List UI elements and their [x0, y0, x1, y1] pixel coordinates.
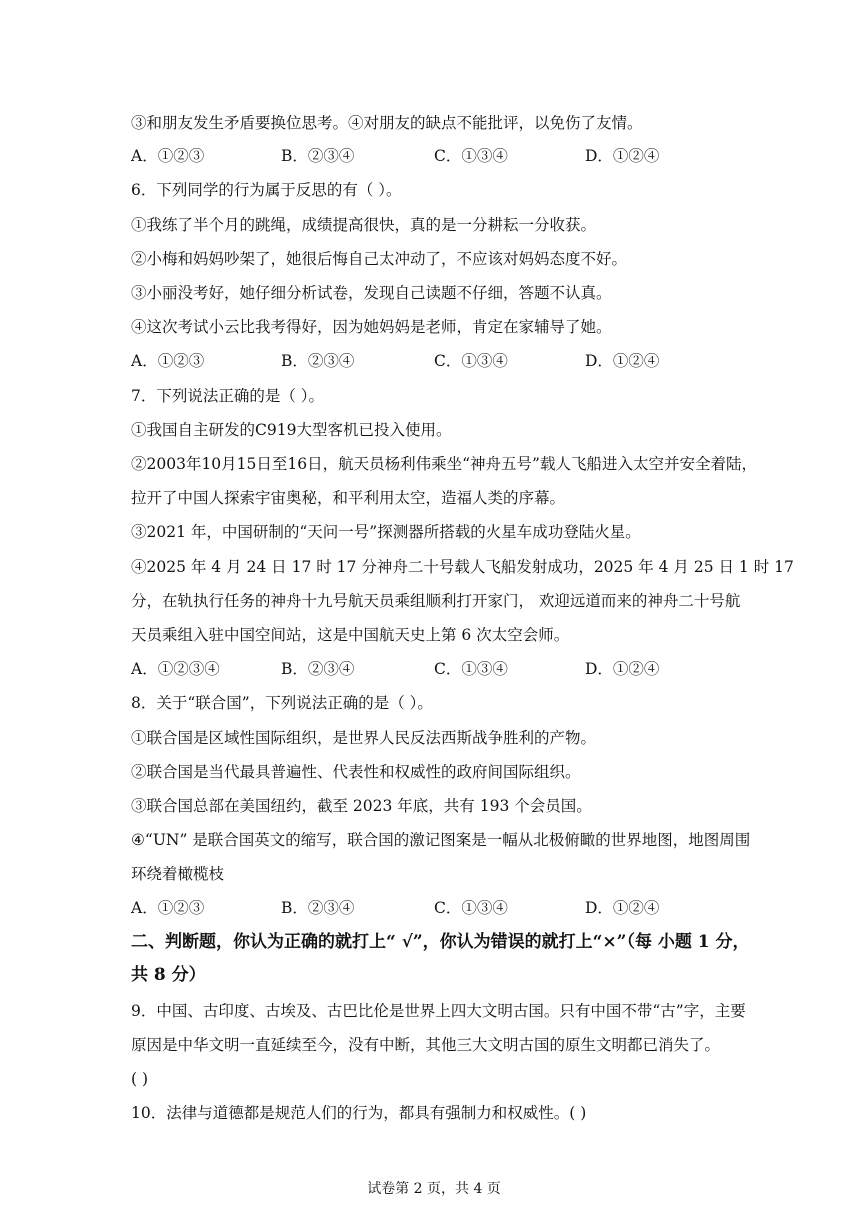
question-6-statement-3: ③小丽没考好，她仔细分析试卷，发现自己读题不仔细，答题不认真。 [131, 284, 612, 302]
section-2-heading-cont: 共 8 分） [131, 965, 206, 985]
question-7-statement-2-cont: 拉开了中国人探索宇宙奥秘，和平利用太空，造福人类的序幕。 [131, 489, 566, 507]
option-c: C．①③④ [434, 352, 508, 370]
question-6-statement-1: ①我练了半个月的跳绳，成绩提高很快，真的是一分耕耘一分收获。 [131, 216, 597, 234]
question-5-statements: ③和朋友发生矛盾要换位思考。④对朋友的缺点不能批评，以免伤了友情。 [131, 114, 643, 132]
option-b: B．②③④ [281, 899, 355, 917]
option-d: D．①②④ [585, 147, 660, 165]
option-a: A．①②③ [131, 352, 205, 370]
question-8-statement-4-cont: 环绕着橄榄枝 [131, 865, 225, 883]
question-6-statement-4: ④这次考试小云比我考得好，因为她妈妈是老师，肯定在家辅导了她。 [131, 318, 612, 336]
option-a: A．①②③ [131, 899, 205, 917]
question-5-options [131, 146, 691, 166]
question-9-text-cont: 原因是中华文明一直延续至今，没有中断，其他三大文明古国的原生文明都已消失了。 [131, 1036, 721, 1054]
option-a: A．①②③ [131, 147, 205, 165]
question-7-statement-3: ③2021 年，中国研制的“天问一号”探测器所搭载的火星车成功登陆火星。 [131, 523, 641, 541]
question-7-stem: 7．下列说法正确的是（ ）。 [131, 387, 325, 405]
question-8-options [131, 898, 691, 918]
question-8-statement-3: ③联合国总部在美国纽约，截至 2023 年底，共有 193 个会员国。 [131, 797, 592, 815]
question-7-statement-4: ④2025 年 4 月 24 日 17 时 17 分神舟二十号载人飞船发射成功，2025 年 4 月 25 日 1 时 17 [131, 558, 794, 576]
question-7-statement-2: ②2003年10月15日至16日，航天员杨利伟乘坐“神舟五号”载人飞船进入太空并安全着陆， [131, 455, 757, 473]
option-d: D．①②④ [585, 660, 660, 678]
question-9-text: 9．中国、古印度、古埃及、古巴比伦是世界上四大文明古国。只有中国不带“古”字，主要 [131, 1002, 746, 1020]
option-d: D．①②④ [585, 899, 660, 917]
option-c: C．①③④ [434, 147, 508, 165]
question-6-statement-2: ②小梅和妈妈吵架了，她很后悔自己太冲动了，不应该对妈妈态度不好。 [131, 250, 628, 268]
option-a: A．①②③④ [131, 660, 220, 678]
option-b: B．②③④ [281, 660, 355, 678]
question-8-statement-1: ①联合国是区域性国际组织，是世界人民反法西斯战争胜利的产物。 [131, 729, 597, 747]
option-c: C．①③④ [434, 899, 508, 917]
page-footer: 试卷第 2 页，共 4 页 [367, 1181, 501, 1197]
question-6-stem: 6．下列同学的行为属于反思的有（ ）。 [131, 181, 402, 199]
question-7-statement-4-cont: 分，在轨执行任务的神舟十九号航天员乘组顺利打开家门， 欢迎远道而来的神舟二十号航 [131, 592, 741, 610]
option-d: D．①②④ [585, 352, 660, 370]
question-8-stem: 8．关于“联合国”，下列说法正确的是（ ）。 [131, 694, 433, 712]
question-7-statement-1: ①我国自主研发的C919大型客机已投入使用。 [131, 421, 452, 439]
option-b: B．②③④ [281, 352, 355, 370]
question-7-options [131, 659, 691, 679]
section-2-heading: 二、判断题，你认为正确的就打上“ √”，你认为错误的就打上“×”（每 小题 1 分， [131, 932, 750, 952]
option-c: C．①③④ [434, 660, 508, 678]
question-9-answer-blank: ( ) [131, 1070, 149, 1088]
question-8-statement-2: ②联合国是当代最具普遍性、代表性和权威性的政府间国际组织。 [131, 763, 581, 781]
question-7-statement-4-end: 天员乘组入驻中国空间站，这是中国航天史上第 6 次太空会师。 [131, 626, 570, 644]
question-6-options [131, 351, 691, 371]
question-8-statement-4: ④“UN” 是联合国英文的缩写，联合国的激记图案是一幅从北极俯瞰的世界地图，地图周围 [131, 831, 751, 849]
question-10-text: 10．法律与道德都是规范人们的行为，都具有强制力和权威性。( ) [131, 1104, 587, 1122]
option-b: B．②③④ [281, 147, 355, 165]
